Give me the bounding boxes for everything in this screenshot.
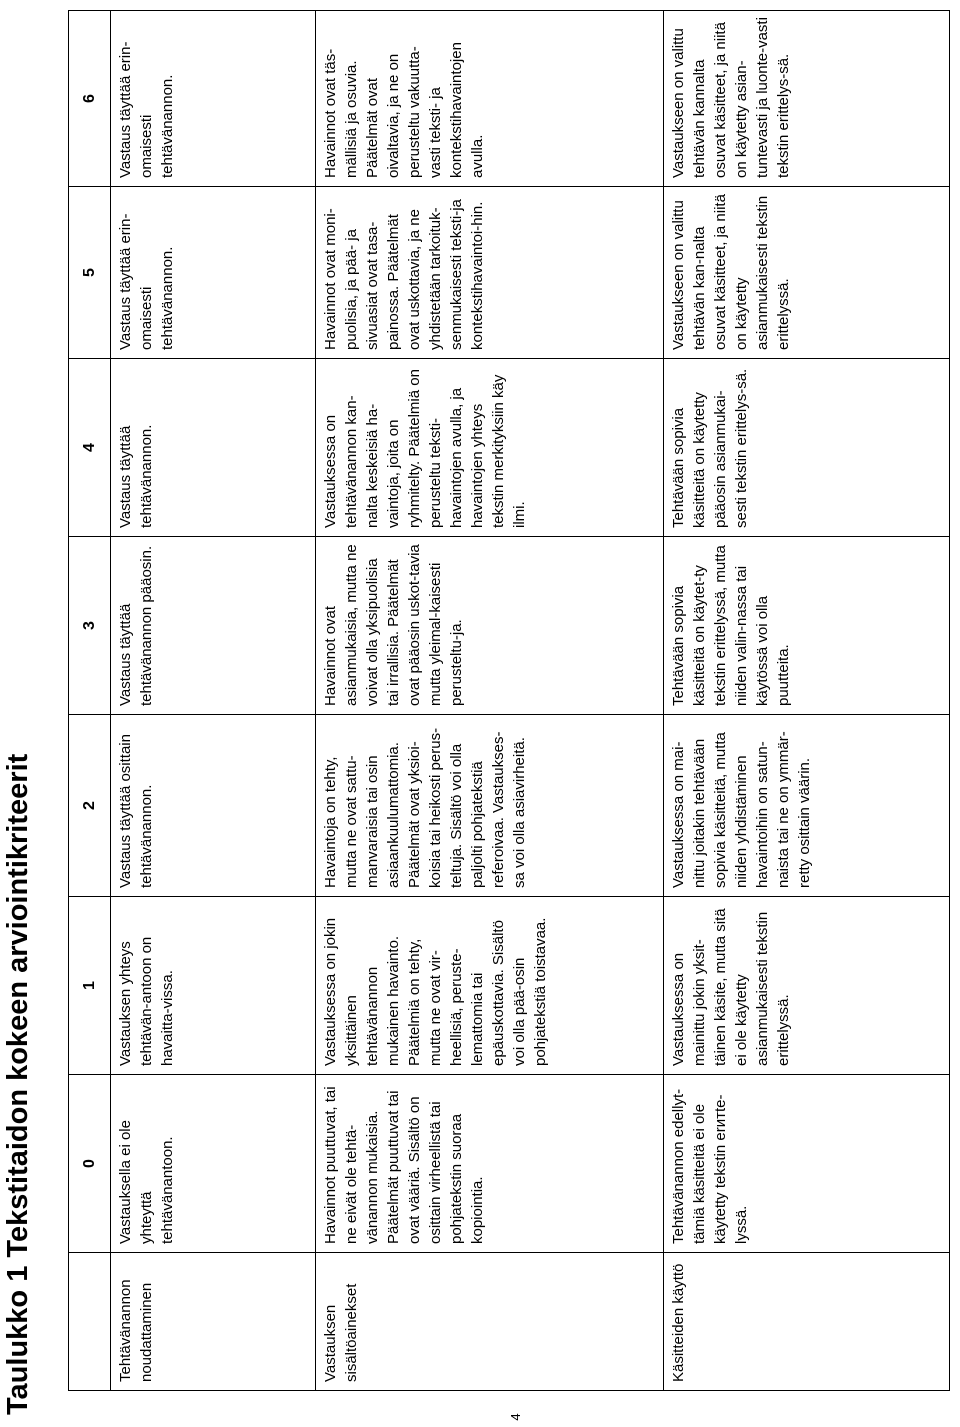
rubric-cell: Havainnot ovat täs-mällisiä ja osuvia. Päätelmät ovat oivaltavia, ja ne on perusteltu vakuutta-vasti teksti- ja kontekstihavaintojen avulla. bbox=[315, 11, 663, 187]
rubric-cell: Tehtävänannon edellyt-tämiä käsitteitä ei ole käytetty tekstin erитte-lyssä. bbox=[663, 1075, 950, 1253]
header-row bbox=[69, 11, 111, 1391]
page-number: 4 bbox=[508, 1413, 523, 1421]
rubric-cell: Vastaus täyttää tehtävänannon. bbox=[111, 359, 316, 537]
rubric-cell: Vastaus täyttää osittain tehtävänannon. bbox=[111, 715, 316, 897]
rubric-cell: Vastauksella ei ole yhteyttä tehtävänantoon. bbox=[111, 1075, 316, 1253]
rubric-cell: Vastauksessa on tehtävänannon kan-nalta keskeisiä ha-vaintoja, joita on ryhmitelty. Päätelmiä on perusteltu teksti-havaintojen avulla, ja havaintojen yhteys tekstin merkityksiin käy ilmi. bbox=[315, 359, 663, 537]
document-title: Taulukko 1 Tekstitaidon kokeen arviointikriteerit bbox=[2, 753, 34, 1415]
rubric-cell: Vastauksen yhteys tehtävän-antoon on havaitta-vissa. bbox=[111, 897, 316, 1075]
criterion-cell: Käsitteiden käyttö bbox=[663, 1253, 950, 1391]
header-cell: 3 bbox=[69, 537, 111, 715]
header-cell: 6 bbox=[69, 11, 111, 187]
header-cell: 4 bbox=[69, 359, 111, 537]
rubric-cell: Vastaus täyttää erin-omaisesti tehtävänannon. bbox=[111, 187, 316, 359]
rubric-cell: Tehtävään sopivia käsitteitä on käytet-ty tekstin erittelyssä, mutta niiden valin-nassa tai käytössä voi olla puutteita. bbox=[663, 537, 950, 715]
table-row bbox=[663, 11, 950, 1391]
rubric-cell: Vastaus täyttää tehtävänannon pääosin. bbox=[111, 537, 316, 715]
criterion-cell: Tehtävänannon noudattaminen bbox=[111, 1253, 316, 1391]
header-cell: 2 bbox=[69, 715, 111, 897]
rubric-cell: Havainnot puuttuvat, tai ne eivät ole tehtä-vänannon mukaisia. Päätelmät puuttuvat tai ovat vääriä. Sisältö on osittain virheellistä tai pohjatekstin suoraa kopiointia. bbox=[315, 1075, 663, 1253]
header-cell: 0 bbox=[69, 1075, 111, 1253]
criterion-cell: Vastauksen sisältöainekset bbox=[315, 1253, 663, 1391]
table-row bbox=[315, 11, 663, 1391]
rubric-cell: Vastaukseen on valittu tehtävän kan-nalta osuvat käsitteet, ja niitä on käytetty asianmukaisesti tekstin erittelyssä. bbox=[663, 187, 950, 359]
rubric-cell: Havainnot ovat asianmukaisia, mutta ne voivat olla yksipuolisia tai irrallisia. Päätelmät ovat pääosin uskot-tavia mutta yleimal-kaisesti perusteltu-ja. bbox=[315, 537, 663, 715]
rubric-cell: Vastauksessa on mai-nittu joitakin tehtävään sopivia käsitteitä, mutta niiden yhdistäminen havaintoihin on satun-naista tai ne on ymmär-retty osittain väärin. bbox=[663, 715, 950, 897]
rubric-cell: Havaintoja on tehty, mutta ne ovat sattu-manvaraisia tai osin asiaankuulumattomia. Päätelmät ovat yksioi-koisia tai heikosti perus-teltuja. Sisältö voi olla paljolti pohjatekstiä referoivaa. Vastaukses-sa voi olla asiavirheitä. bbox=[315, 715, 663, 897]
rubric-table bbox=[68, 10, 950, 1391]
header-cell: 5 bbox=[69, 187, 111, 359]
rubric-cell: Tehtävään sopivia käsitteitä on käytetty pääosin asianmukai-sesti tekstin erittelys-sä. bbox=[663, 359, 950, 537]
header-cell bbox=[69, 1253, 111, 1391]
rubric-cell: Vastauksessa on mainittu jokin yksit-täinen käsite, mutta sitä ei ole käytetty asianmukaisesti tekstin erittelyssä. bbox=[663, 897, 950, 1075]
table-row bbox=[111, 11, 316, 1391]
rubric-cell: Vastauksessa on jokin yksittäinen tehtävänannon mukainen havainto. Päätelmiä on tehty, mutta ne ovat vir-heellisiä, peruste-lemattomia tai epäuskottavia. Sisältö voi olla pää-osin pohjatekstiä toistavaa. bbox=[315, 897, 663, 1075]
rubric-cell: Vastaukseen on valittu tehtävän kannalta osuvat käsitteet, ja niitä on käytetty asian-tuntevasti ja luonte-vasti tekstin erittelys-sä. bbox=[663, 11, 950, 187]
header-cell: 1 bbox=[69, 897, 111, 1075]
rubric-cell: Havainnot ovat moni-puolisia, ja pää- ja sivuasiat ovat tasa-painossa. Päätelmät ovat uskottavia, ja ne yhdistetään tarkoituk-senmukaisesti teksti-ja kontekstihavaintoi-hin. bbox=[315, 187, 663, 359]
rubric-cell: Vastaus täyttää erin-omaisesti tehtävänannon. bbox=[111, 11, 316, 187]
